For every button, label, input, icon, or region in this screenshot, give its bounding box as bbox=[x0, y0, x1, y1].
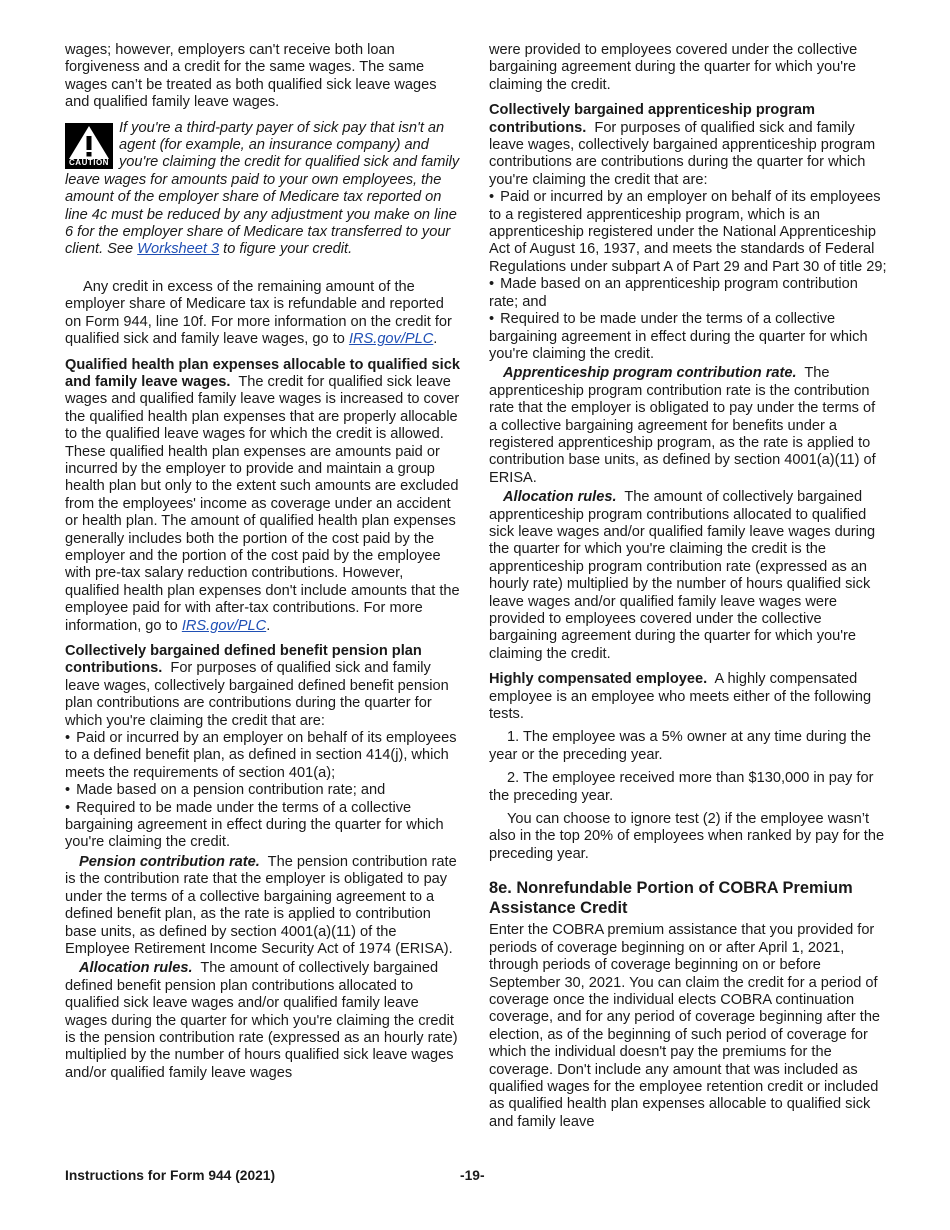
apprenticeship-rate-section bbox=[489, 365, 887, 487]
list-item: • Made based on a pension contribution rate; and bbox=[65, 782, 461, 799]
list-item: • Required to be made under the terms of a collective bargaining agreement in effect during the quarter for which you're claiming the credit. bbox=[489, 311, 887, 363]
allocation-heading: Allocation rules. bbox=[503, 489, 617, 506]
paragraph: wages; however, employers can't receive both loan forgiveness and a credit for the same wages. The same wages can’t be treated as both qualified sick leave wages and qualified family leave wages. bbox=[65, 42, 437, 111]
section-heading: 8e. Nonrefundable Portion of COBRA Premium Assistance Credit bbox=[489, 879, 853, 917]
allocation-section bbox=[489, 489, 887, 663]
footer-title: Instructions for Form 944 (2021) bbox=[65, 1168, 276, 1183]
health-plan-section bbox=[65, 357, 461, 636]
irs-plc-link[interactable]: IRS.gov/PLC bbox=[181, 617, 267, 634]
apprenticeship-rate-heading: Apprenticeship program contribution rate. bbox=[503, 365, 797, 382]
caution-text-end: to figure your credit. bbox=[219, 241, 353, 258]
list-item: • Paid or incurred by an employer on behalf of its employees to a defined benefit plan, as defined in section 414(j), which meets the requirements of section 401(a); bbox=[65, 730, 461, 782]
apprenticeship-rate-text: The apprenticeship program contribution rate is the contribution rate that the employer is obligated to pay under the terms of a collective bargaining agreement for benefits under a registered apprenticeship program, as the rate is applied to contribution base units, as defined by section 4001(a)(11) of ERISA. bbox=[489, 365, 876, 486]
apprenticeship-heading: Collectively bargained apprenticeship program contributions. bbox=[489, 102, 816, 136]
list-item: • Paid or incurred by an employer on behalf of its employees to a registered apprenticeship program, which is an apprenticeship registered under the National Apprenticeship Act of August 16, 1937, and meets the standards of Federal Regulations under subpart A of Part 29 and Part 30 of title 29; bbox=[489, 189, 887, 276]
caution-label: CAUTION bbox=[69, 157, 109, 167]
paragraph: were provided to employees covered under the collective bargaining agreement during the quarter for which you're claiming the credit. bbox=[489, 42, 858, 93]
page-number: -19- bbox=[460, 1168, 485, 1183]
test-item: 2. The employee received more than $130,000 in pay for the preceding year. bbox=[489, 770, 874, 804]
left-column bbox=[65, 42, 461, 1082]
allocation-heading: Allocation rules. bbox=[79, 960, 193, 977]
paragraph bbox=[65, 279, 461, 349]
caution-icon bbox=[65, 123, 113, 169]
caution-note bbox=[65, 120, 461, 259]
health-plan-text: The credit for qualified sick leave wages and qualified family leave wages is increased to cover the qualified health plan expenses that are properly allocable to the qualified leave wages for which the credit is allowed. These qualified health plan expenses are amounts paid or incurred by the employer to provide and maintain a group health plan but only to the extent such amounts are excluded from the employees' income as coverage under an accident or health plan. The amount of qualified health plan expenses generally includes both the portion of the cost paid by the employer and the portion of the cost paid by the employee with pre-tax salary reduction contributions. However, qualified health plan expenses don't include amounts that the employee paid for with after-tax contributions. For more information, go to bbox=[65, 373, 460, 634]
test-item: 1. The employee was a 5% owner at any time during the year or the preceding year. bbox=[489, 729, 871, 763]
pension-text: For purposes of qualified sick and family leave wages, collectively bargained defined benefit pension plan contributions are contributions during the quarter for which you're claiming the credit that are: bbox=[65, 660, 449, 729]
irs-plc-link[interactable]: IRS.gov/PLC bbox=[348, 331, 434, 348]
apprenticeship-section bbox=[489, 102, 887, 189]
pension-section bbox=[65, 643, 461, 730]
health-plan-end: . bbox=[266, 617, 271, 634]
pension-rate-text: The pension contribution rate is the contribution rate that the employer is obligated to pay under the terms of a collective bargaining agreement to a defined benefit plan, as the rate is applied to contribution base units, as defined by section 4001(a)(11) of the Employee Retirement Income Security Act of 1974 (ERISA). bbox=[65, 853, 457, 957]
list-item: • Made based on an apprenticeship program contribution rate; and bbox=[489, 276, 887, 311]
list-item: • Required to be made under the terms of a collective bargaining agreement in effect during the quarter for which you're claiming the credit. bbox=[65, 800, 461, 852]
pension-rate-section bbox=[65, 854, 461, 958]
hce-section bbox=[489, 671, 887, 723]
pension-rate-heading: Pension contribution rate. bbox=[79, 853, 260, 870]
paragraph: Enter the COBRA premium assistance that you provided for periods of coverage beginning on or after April 1, 2021, through periods of coverage beginning on or before September 30, 2021. You can claim the credit for a period of coverage once the individual elects COBRA continuation coverage, and for any period of coverage beginning after the election, as of the beginning of such period of coverage for which the individual doesn't pay the premiums for the coverage. Don't include any amount that was included as qualified wages for the employee retention credit or included as qualified health plan expenses allocable to qualified sick and family leave bbox=[489, 922, 881, 1130]
allocation-text: The amount of collectively bargained apprenticeship program contributions allocated to qualified sick leave wages and/or qualified family leave wages during the quarter for which you're claiming the credit is the apprenticeship program contribution rate (expressed as an hourly rate) multiplied by the number of hours qualified sick leave wages and/or qualified family leave wages were provided to employees covered under the collective bargaining agreement during the quarter for which you're claiming the credit. bbox=[489, 489, 876, 662]
worksheet-3-link[interactable]: Worksheet 3 bbox=[137, 241, 220, 258]
allocation-section bbox=[65, 960, 461, 1082]
paragraph-end: . bbox=[433, 331, 438, 348]
hce-heading: Highly compensated employee. bbox=[489, 671, 708, 688]
allocation-text: The amount of collectively bargained defined benefit pension plan contributions allocated to qualified sick leave wages and/or qualified family leave wages during the quarter for which you're claiming the credit is the pension contribution rate (expressed as an hourly rate) multiplied by the number of hours qualified sick leave wages and/or qualified family leave wages bbox=[65, 960, 458, 1081]
right-column bbox=[489, 42, 887, 1131]
hce-text: A highly compensated employee is an employee who meets either of the following tests. bbox=[489, 671, 872, 723]
health-plan-heading: Qualified health plan expenses allocable to qualified sick and family leave wages. bbox=[65, 356, 460, 390]
caution-text: If you're a third-party payer of sick pay that isn't an agent (for example, an insurance company) and you're claiming the credit for qualified sick and family leave wages for amounts paid to your own employees, the amount of the employer share of Medicare tax reported on line 4c must be reduced by any adjustment you make on line 6 for the employer share of Medicare tax transferred to your client. See bbox=[65, 119, 460, 258]
apprenticeship-text: For purposes of qualified sick and family leave wages, collectively bargained apprenticeship program contributions are contributions during the quarter for which you're claiming the credit that are: bbox=[489, 119, 876, 188]
paragraph-text: Any credit in excess of the remaining amount of the employer share of Medicare tax is refundable and reported on Form 944, line 10f. For more information on the credit for qualified sick and family leave wages, go to bbox=[65, 278, 452, 348]
pension-heading: Collectively bargained defined benefit pension plan contributions. bbox=[65, 643, 422, 677]
paragraph: You can choose to ignore test (2) if the employee wasn’t also in the top 20% of employees when ranked by pay for the preceding year. bbox=[489, 811, 885, 862]
